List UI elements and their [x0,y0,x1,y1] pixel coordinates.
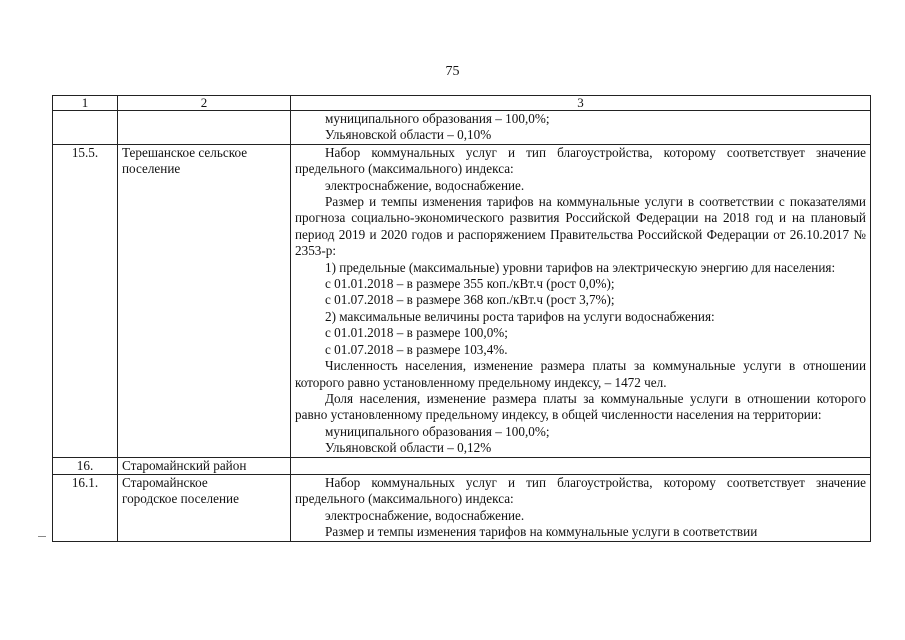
indented-line: с 01.01.2018 – в размере 100,0%; [325,325,508,341]
tariff-description [291,111,871,145]
indented-line: с 01.01.2018 – в размере 355 коп./кВт.ч (рост 0,0%); [325,276,615,292]
paragraph: 1) предельные (максимальные) уровни тарифов на электрическую энергию для населения: [325,259,836,275]
table-row [53,474,871,541]
header-cell-2: 2 [118,96,291,111]
indented-line: с 01.07.2018 – в размере 368 коп./кВт.ч (рост 3,7%); [325,292,615,308]
indented-line: Ульяновской области – 0,12% [325,440,492,456]
settlement-name [118,144,291,457]
settlement-name [118,457,291,474]
tariff-description [291,457,871,474]
settlement-name-line: Старомайнское [122,474,208,490]
paragraph: Размер и темпы изменения тарифов на коммунальные услуги в соответствии [325,524,758,540]
settlement-name-line: Старомайнский район [122,457,247,473]
page-number: 75 [445,64,460,79]
indented-line: муниципального образования – 100,0%; [325,111,550,126]
margin-mark [38,536,46,537]
settlement-name-line: городское поселение [122,491,239,507]
settlement-name-line: Терешанское сельское [122,144,248,160]
paragraph: Набор коммунальных услуг и тип благоустройства, которому соответствует значение предельного (максимального) индекса: [295,474,866,507]
tariff-table [52,95,871,542]
header-cell-1: 1 [53,96,118,111]
tariff-description [291,474,871,541]
table-row [53,457,871,474]
table-row [53,111,871,145]
paragraph: Размер и темпы изменения тарифов на коммунальные услуги в соответствии с показателями прогноза социально-экономического развития Российской Федерации на 2018 год и на плановый период 2019 и 2020 годов и распоряжением Правительства Российской Федерации от 26.10.2017 № 2353-р: [295,194,866,259]
header-cell-3: 3 [291,96,871,111]
table-body [53,111,871,542]
row-number [53,111,118,145]
settlement-name [118,111,291,145]
row-number: 15.5. [53,144,118,457]
indented-line: с 01.07.2018 – в размере 103,4%. [325,341,508,357]
paragraph: Набор коммунальных услуг и тип благоустройства, которому соответствует значение предельного (максимального) индекса: [295,144,866,177]
indented-line: электроснабжение, водоснабжение. [325,507,525,523]
row-number: 16. [53,457,118,474]
paragraph: Доля населения, изменение размера платы за коммунальные услуги в отношении которого равно установленному предельному индексу, в общей численности населения на территории: [295,390,866,423]
table-row [53,144,871,457]
indented-line: 2) максимальные величины роста тарифов на услуги водоснабжения: [325,308,715,324]
indented-line: муниципального образования – 100,0%; [325,423,550,439]
settlement-name [118,474,291,541]
table-header-row [53,96,871,111]
settlement-name-line: поселение [122,161,181,177]
paragraph: Численность населения, изменение размера платы за коммунальные услуги в отношении которого равно установленному предельному индексу, – 1472 чел. [295,358,866,390]
row-number: 16.1. [53,474,118,541]
indented-line: электроснабжение, водоснабжение. [325,177,525,193]
indented-line: Ульяновской области – 0,10% [325,127,492,143]
tariff-description [291,144,871,457]
